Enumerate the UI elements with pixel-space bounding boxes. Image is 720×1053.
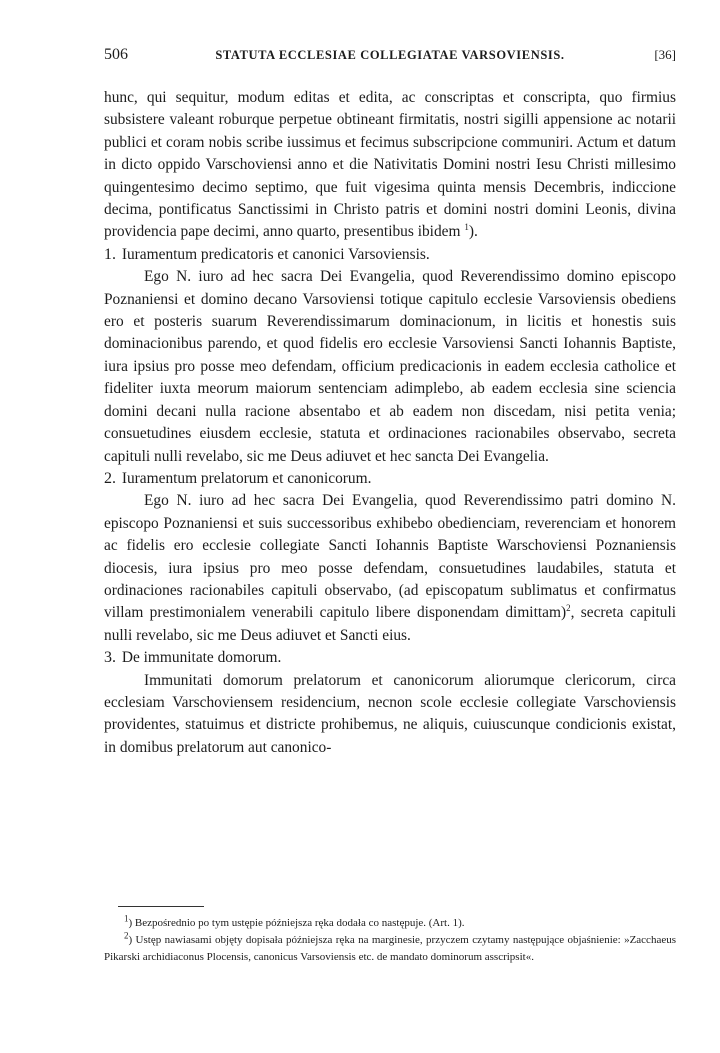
section-heading-2 [104,468,676,490]
footnote-mark-1: 1 [124,913,129,924]
section-title-1: Iuramentum predicatoris et canonici Varsoviensis. [121,245,430,263]
footnote-text-2: ) Ustęp nawiasami objęty dopisała późniejsza ręka na marginesie, przyczem czytamy następujące objaśnienie: »Zacchaeus Pikarski archidiaconus Plocensis, canonicus Varsoviensis etc. de mandato dominorum asscripsit«. [104,934,676,963]
running-title: STATUTA ECCLESIAE COLLEGIATAE VARSOVIENSIS. [215,48,565,62]
section-title-3: De immunitate domorum. [121,649,282,667]
footnote-text-1: ) Bezpośrednio po tym ustępie późniejsza ręka dodała co następuje. (Art. 1). [128,917,465,929]
footnote-2 [104,932,676,966]
footnote-ref-2: 2 [566,603,571,614]
section-reference: [36] [654,47,676,62]
section-text-1: Ego N. iuro ad hec sacra Dei Evangelia, quod Reverendissimo domino episcopo Poznaniensi et domino decano Varsoviensi totique capitulo ecclesie Varsoviensis obediens ero et posteris suarum Reverendissimarum dominacionum, in licitis et honestis suis dominacionibus parendo, et quod fidelis ero ecclesie Varsoviensi Sancti Iohannis Baptiste, iura ipsius pro posse meo defendam, officium predicacionis in eadem ecclesia catholice et fideliter iuxta meorum maiorum sentenciam adimplebo, ab eadem ecclesia sine sciencia domini decani nulla racione absentabo et ab eadem non discedam, nisi petita venia; consuetudines eiusdem ecclesie, statuta et ordinaciones racionabiles observabo, secreta capituli nulli revelabo, sic me Deus adiuvet et hec sancta Dei Evangelia. [104,268,676,465]
section-title-2: Iuramentum prelatorum et canonicorum. [121,469,372,487]
footnote-1 [104,915,676,932]
body-text [104,87,676,759]
footnote-mark-2: 2 [124,930,129,941]
page-number: 506 [104,46,128,63]
section-number-1: 1. [104,245,116,263]
section-heading-3 [104,647,676,669]
footnote-ref-1: 1 [464,222,469,233]
footnote-divider [118,906,204,907]
section-number-2: 2. [104,469,116,487]
section-text-2 [104,490,676,647]
section-text-2a: Ego N. iuro ad hec sacra Dei Evangelia, quod Reverendissimo patri domino N. episcopo Poznaniensi et suis successoribus exhibebo obedienciam, reverenciam et honorem ac fidelis ero ecclesie collegiate Sancti Iohannis Baptiste Warschoviensi Poznaniensis diocesis, iura ipsius pro meo posse defendam, consuetudines laudabiles, statuta et ordinaciones racionabiles capituli observabo, (ad episcopatum sublimatus et confirmatus villam prestimonialem venerabili capitulo libere disponendam dimittam) [104,492,676,622]
section-number-3: 3. [104,649,116,667]
intro-paragraph [104,87,676,244]
section-heading-1 [104,244,676,266]
intro-end: ). [468,223,478,241]
footnotes [104,915,676,966]
intro-text: hunc, qui sequitur, modum editas et edita, ac conscriptas et conscripta, quo firmius subsistere valeant roburque perpetue obtineant firmitatis, nostri sigilli appensione ac notarii publici et coram nobis scribe iussimus et fecimus subscripcione communiri. Actum et datum in dicto oppido Varschoviensi anno et die Nativitatis Domini nostri Iesu Christi millesimo quingentesimo decimo septimo, que fuit vigesima quinta mensis Decembris, indiccione decima, pontificatus Sanctissimi in Christo patris et domini nostri domini Leonis, divina providencia pape decimi, anno quarto, presentibus ibidem [104,89,676,241]
section-text-2b: , secreta capituli nulli revelabo, sic me Deus adiuvet et Sancti eius. [104,604,676,644]
section-text-3: Immunitati domorum prelatorum et canonicorum aliorumque clericorum, circa ecclesiam Varschoviensem residencium, necnon scole ecclesie collegiate Varschoviensis providentes, statuimus et districte prohibemus, ne aliquis, cuiuscunque condicionis existat, in domibus prelatorum aut canonico- [104,671,676,756]
running-head [104,46,676,70]
